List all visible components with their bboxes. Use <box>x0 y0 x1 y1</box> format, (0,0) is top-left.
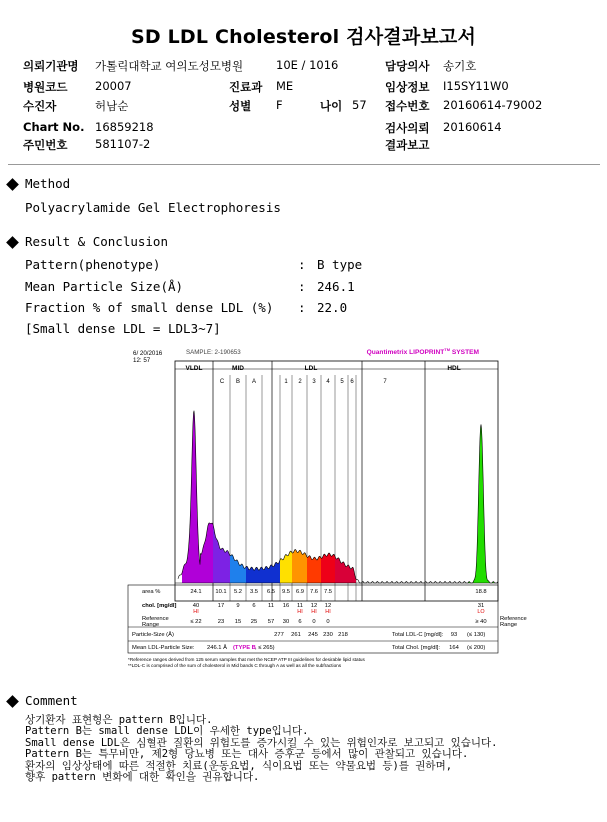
header-value: 20160614 <box>443 120 502 134</box>
method-text: Polyacrylamide Gel Electrophoresis <box>25 200 281 215</box>
band-area-ldl4 <box>321 553 335 583</box>
chol-value: 16 <box>282 603 290 609</box>
ref-value: 23 <box>217 619 225 625</box>
total-chol-value: 164 <box>449 645 459 651</box>
result-colon: : <box>298 279 306 294</box>
comment-line: 환자의 임상상태에 따른 적절한 치료(운동요법, 식이요법 또는 약물요법 등)를 권하며, <box>25 759 453 772</box>
flag-value: HI <box>325 609 331 615</box>
result-note: [Small dense LDL = LDL3~7] <box>25 321 221 336</box>
area-value: 9.5 <box>281 589 291 595</box>
header-value: ME <box>276 79 294 93</box>
header-value: 16859218 <box>95 120 154 134</box>
chart-footnote: *Reference ranges derived from 125 serum samples that met the NCEP ATP III guidelines for desirable lipid status <box>128 657 365 662</box>
result-label: Fraction % of small dense LDL (%) <box>25 300 274 315</box>
chol-value: 12 <box>310 603 318 609</box>
ref-right-label: Reference <box>500 616 527 622</box>
area-value: 6.9 <box>295 589 305 595</box>
ref-row-label: Reference <box>142 616 169 622</box>
particle-size-value: 277 <box>274 632 284 638</box>
comment-line: Small dense LDL은 심혈관 질환의 위험도를 증가시킬 수 있는 위험인자로 보고되고 있습니다. <box>25 736 498 749</box>
comment-heading <box>6 693 78 708</box>
header-value: 20160614-79002 <box>443 98 543 112</box>
area-value: 3.5 <box>249 589 259 595</box>
ldl-band-label: 7 <box>383 379 387 385</box>
result-heading-text: Result & Conclusion <box>25 234 168 249</box>
chol-value: 17 <box>217 603 225 609</box>
area-value: 7.5 <box>323 589 333 595</box>
method-heading <box>6 176 70 191</box>
zone-label-hdl: HDL <box>447 365 461 372</box>
header-label: 접수번호 <box>385 99 430 113</box>
bullet-diamond-icon <box>6 236 19 249</box>
chol-row-label: chol. [mg/dl] <box>142 603 177 609</box>
result-value: 246.1 <box>317 279 355 294</box>
mid-band-label: A <box>251 379 257 385</box>
ref-value: 0 <box>326 619 330 625</box>
report-title: SD LDL Cholesterol 검사결과보고서 <box>130 26 477 48</box>
result-colon: : <box>298 257 306 272</box>
type-suffix: , ≤ 265) <box>255 645 275 651</box>
total-ldl-label: Total LDL-C [mg/dl]: <box>392 632 444 638</box>
chol-value: 12 <box>324 603 332 609</box>
zone-label-vldl: VLDL <box>185 365 203 372</box>
particle-size-label: Particle-Size (Å) <box>132 632 174 638</box>
chol-value: 6 <box>252 603 256 609</box>
header-value: 가톨릭대학교 여의도성모병원 <box>95 59 244 73</box>
area-value: 10.1 <box>215 589 227 595</box>
bullet-diamond-icon <box>6 178 19 191</box>
particle-size-value: 261 <box>291 632 301 638</box>
ldl-band-label: 1 <box>284 379 288 385</box>
header-label: 주민번호 <box>23 138 68 152</box>
header-label: 수진자 <box>23 99 57 113</box>
chol-value: 9 <box>236 603 240 609</box>
ref-value: 57 <box>267 619 275 625</box>
mid-band-label: B <box>235 379 241 385</box>
comment-line: Pattern B는 특무비만, 제2형 당뇨병 또는 대사 증후군 등에서 많이 관찰되고 있습니다. <box>25 748 469 761</box>
flag-value: HI <box>297 609 303 615</box>
area-value: 18.8 <box>475 589 487 595</box>
total-ldl-ref: (≤ 130) <box>467 632 486 638</box>
total-chol-ref: (≤ 200) <box>467 645 486 651</box>
ldl-band-label: 6 <box>350 379 354 385</box>
result-colon: : <box>298 300 306 315</box>
comment-heading-text: Comment <box>25 693 78 708</box>
chol-value: 31 <box>477 603 485 609</box>
area-value: 24.1 <box>190 589 202 595</box>
ref-right-label: Range <box>500 622 518 628</box>
flag-value: HI <box>311 609 317 615</box>
ldl-band-label: 4 <box>326 379 330 385</box>
particle-size-value: 218 <box>338 632 348 638</box>
comment-body <box>25 715 497 783</box>
zone-label-ldl: LDL <box>304 365 318 372</box>
header-value: 허남순 <box>95 99 129 113</box>
result-label: Pattern(phenotype) <box>25 257 161 272</box>
area-row-label: area % <box>142 589 161 595</box>
area-value: 6.5 <box>266 589 276 595</box>
flag-value: LO <box>477 609 485 615</box>
ref-value: 30 <box>282 619 290 625</box>
zone-label-mid: MID <box>232 365 244 372</box>
header-value: 송기호 <box>443 59 477 73</box>
total-ldl-value: 93 <box>450 632 458 638</box>
type-label: (TYPE B <box>233 645 256 651</box>
header-value: 581107-2 <box>95 137 151 151</box>
header-label: 진료과 <box>229 80 263 94</box>
header-label: 담당의사 <box>385 59 430 73</box>
age-label: 나이 <box>320 99 343 113</box>
chol-value: 40 <box>192 603 200 609</box>
mean-size-value: 246.1 Å <box>207 645 227 651</box>
area-value: 5.2 <box>233 589 243 595</box>
header-label: 검사의뢰 <box>385 121 430 135</box>
band-area-ldl3 <box>307 556 321 583</box>
result-label: Mean Particle Size(Å) <box>25 279 184 294</box>
chart-brand: Quantimetrix LIPOPRINT™ SYSTEM <box>366 347 479 356</box>
chol-value: 11 <box>296 603 304 609</box>
mid-band-label: C <box>219 379 225 385</box>
chol-value: 11 <box>267 603 275 609</box>
result-heading <box>6 234 168 249</box>
age-value: 57 <box>352 98 367 112</box>
header-label: Chart No. <box>23 120 85 134</box>
method-heading-text: Method <box>25 176 71 191</box>
mean-size-label: Mean LDL-Particle Size: <box>132 645 195 651</box>
ref-value: ≤ 22 <box>190 619 202 625</box>
chart-time: 12: 57 <box>133 357 151 364</box>
header-label: 병원코드 <box>23 80 68 94</box>
divider <box>8 164 600 165</box>
ldl-band-label: 3 <box>312 379 316 385</box>
ref-row-label: Range <box>142 622 160 628</box>
header-value: 10E / 1016 <box>276 58 339 72</box>
particle-size-value: 245 <box>308 632 318 638</box>
result-value: B type <box>317 257 363 272</box>
particle-size-value: 230 <box>323 632 333 638</box>
header-label: 결과보고 <box>385 138 430 152</box>
ref-value: 15 <box>234 619 242 625</box>
header-value: 20007 <box>95 79 132 93</box>
area-value: 7.6 <box>309 589 319 595</box>
comment-line: 상기환자 표현형은 pattern B입니다. <box>25 714 213 726</box>
band-area-ldl2 <box>292 550 307 583</box>
ref-value: 6 <box>298 619 302 625</box>
header-value: I15SY11W0 <box>443 79 509 93</box>
bullet-diamond-icon <box>6 695 19 708</box>
ldl-band-label: 2 <box>298 379 302 385</box>
ref-value: 25 <box>250 619 258 625</box>
lipoprint-chart <box>120 345 527 671</box>
chart-footnote: **LDL-C is comprised of the sum of cholesterol in Mid bands C through A as well as all the subfractions <box>128 663 342 668</box>
ldl-band-label: 5 <box>340 379 344 385</box>
chart-sample: SAMPLE: 2-190653 <box>186 349 241 356</box>
chart-date: 6/ 20/2016 <box>133 350 163 357</box>
header-label: 임상정보 <box>385 80 430 94</box>
header-label: 성별 <box>229 99 252 113</box>
ref-value: 0 <box>312 619 316 625</box>
header-label: 의뢰기관명 <box>23 59 79 73</box>
flag-value: HI <box>193 609 199 615</box>
comment-line: Pattern B는 small dense LDL이 우세한 type입니다. <box>25 725 309 738</box>
comment-line: 향후 pattern 변화에 대한 확인을 권유합니다. <box>25 771 260 784</box>
ref-value: ≥ 40 <box>475 619 487 625</box>
total-chol-label: Total Chol. [mg/dl]: <box>392 645 441 651</box>
header-value: F <box>276 98 283 112</box>
result-value: 22.0 <box>317 300 348 315</box>
